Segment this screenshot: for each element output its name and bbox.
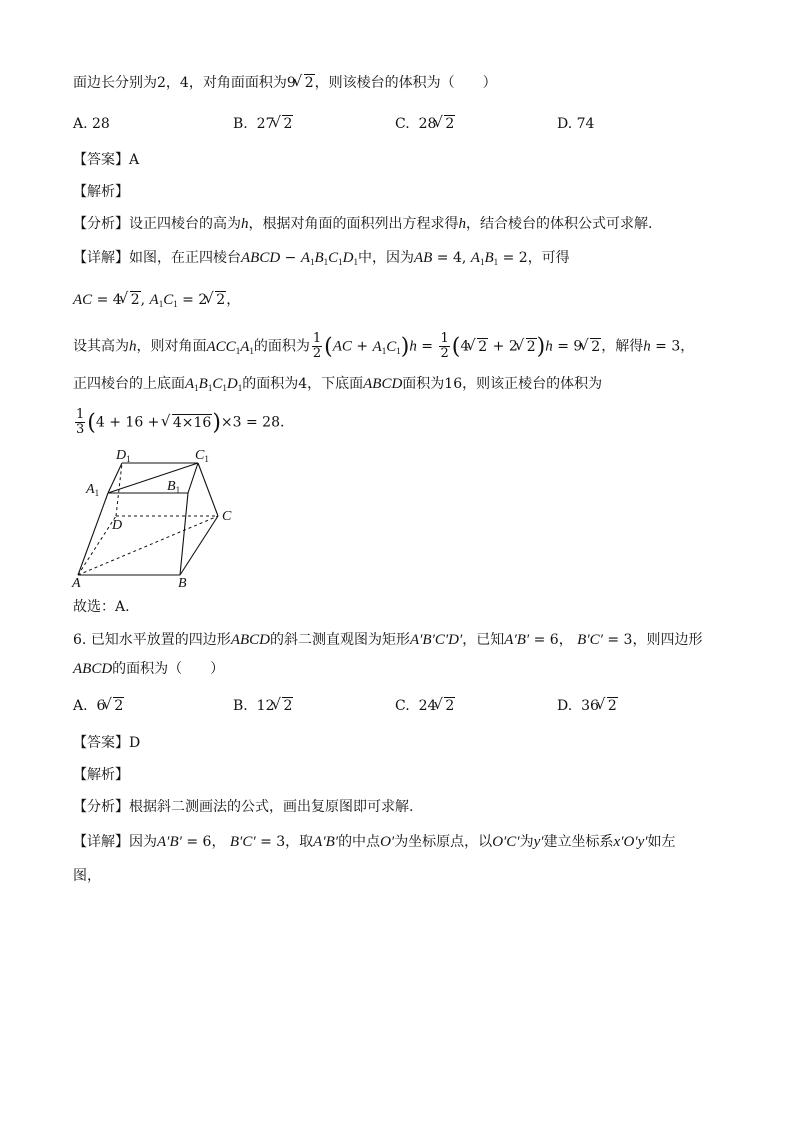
sqrt-2: √ 2	[297, 73, 315, 93]
option-key: B.	[233, 698, 248, 714]
fraction-half: $\frac{1}{2}$	[312, 331, 322, 361]
answer-value: A	[129, 152, 140, 168]
fenxi-text: ，根据对角面的面积列出方程求得	[248, 216, 459, 232]
option-coef: 27	[256, 116, 275, 132]
question-number: 6.	[73, 632, 87, 648]
option-coef: 36	[581, 698, 599, 714]
sqrt-2: √ 2	[275, 114, 293, 134]
option-coef: 12	[256, 698, 275, 714]
answer-tag: 【答案】	[73, 735, 129, 751]
text: 的面积为	[253, 338, 310, 355]
q6-answer	[73, 733, 140, 753]
text: 面积为	[402, 376, 445, 392]
option-coef: 6	[96, 698, 106, 714]
q5-detail: 【详解】如图，在正四棱台ABCD − $A_1B_1C_1D_1$中，因为AB = 4, $A_1B_1 = 2$，可得	[73, 250, 570, 267]
q5-fenxi: 【分析】设正四棱台的高为h，根据对角面的面积列出方程求得h，结合棱台的体积公式可求解.	[73, 216, 653, 232]
sqrt-2: √ 2	[437, 114, 455, 134]
answer-tag: 【答案】	[73, 152, 129, 168]
text: 的中点	[338, 834, 381, 850]
label-A: A	[72, 576, 81, 590]
option-coef: 24	[418, 698, 437, 714]
q6-detail-line2: 图，	[73, 868, 101, 884]
fenxi-tag: 【分析】	[73, 216, 129, 232]
option-coef: 28	[418, 116, 437, 132]
option-value: 28	[92, 116, 110, 132]
q5-stem-line	[73, 73, 497, 93]
text: ，则四边形	[632, 632, 703, 648]
fenxi-text: 设正四棱台的高为	[129, 216, 241, 232]
q5-stem-nums: 2，4	[157, 75, 189, 91]
q5-option-d[interactable]	[557, 114, 594, 134]
fraction-half: $\frac{1}{2}$	[440, 331, 449, 361]
text: 的斜二测直观图为矩形	[269, 632, 410, 648]
q5-analysis-tag: 【解析】	[73, 184, 129, 200]
sqrt-2: √ 2	[106, 696, 124, 716]
volume-result: ×3 = 28.	[220, 414, 285, 431]
text: 正四棱台的上底面	[73, 376, 185, 392]
q6-stem-line1: 6. 已知水平放置的四边形ABCD的斜二测直观图为矩形A′B′C′D′，已知A′B′ = 6， B′C′ = 3，则四边形	[73, 632, 703, 648]
q6-option-b[interactable]	[233, 696, 293, 716]
text: ，则该正棱台的体积为	[462, 376, 603, 392]
option-key: A.	[73, 116, 88, 132]
text: 如左	[647, 834, 676, 850]
fenxi-tag: 【分析】	[73, 799, 129, 815]
text: 的面积为（ ）	[112, 661, 225, 677]
option-key: B.	[233, 116, 248, 132]
option-key: C.	[395, 698, 410, 714]
q5-stem-c: ，则该棱台的体积为（ ）	[314, 75, 497, 91]
sqrt-2: √ 2	[123, 290, 141, 310]
q5-area-coef: 9	[286, 75, 296, 91]
label-D: D	[112, 518, 123, 533]
text: 的面积为	[242, 376, 299, 392]
option-key: D.	[557, 116, 573, 132]
q5-option-c[interactable]	[395, 114, 455, 134]
punct: ，	[226, 292, 241, 308]
option-key: A.	[73, 698, 88, 714]
label-A1: $A_1$	[86, 482, 100, 498]
option-value: 74	[576, 116, 595, 132]
q6-option-d[interactable]	[557, 696, 618, 716]
q5-choose: 故选：A.	[73, 599, 130, 615]
q6-option-a[interactable]	[73, 696, 124, 716]
bottom-area: 16	[444, 376, 463, 392]
q5-option-a[interactable]	[73, 114, 110, 134]
label-B: B	[178, 576, 187, 590]
q6-option-c[interactable]	[395, 696, 455, 716]
q6-fenxi	[73, 797, 413, 817]
sqrt-2: √ 2	[600, 696, 618, 716]
q5-height-line: 设其高为h，则对角面$ACC_1A_1$的面积为 $\frac{1}{2}$ $(AC + A_1C_1)h$ = $\frac{1}{2}$ (4√ 2 + 2√ 2)h = 9√ 2，解得h = 3，	[73, 332, 694, 361]
text: 已知水平放置的四边形	[90, 632, 231, 648]
text: ，已知	[462, 632, 505, 648]
label-B1: $B_1$	[167, 479, 181, 495]
fenxi-text: 根据斜二测画法的公式，画出复原图即可求解.	[129, 799, 414, 815]
q5-stem-b: ，对角面面积为	[188, 75, 287, 91]
text: 为	[519, 834, 534, 850]
punct: ，	[558, 632, 573, 648]
text: ，取	[285, 834, 314, 850]
q5-answer	[73, 150, 139, 170]
sqrt-2: √ 2	[275, 696, 293, 716]
q5-volume-line: $\frac{1}{3}$ (4 + 16 + √ 4×16)×3 = 28.	[73, 408, 284, 437]
frustum-figure	[70, 445, 240, 590]
q5-option-b[interactable]	[233, 114, 293, 134]
top-area: 4	[298, 376, 308, 392]
fenxi-text: ，结合棱台的体积公式可求解.	[466, 216, 653, 232]
label-C1: $C_1$	[195, 448, 209, 464]
text: ，下底面	[307, 376, 364, 392]
q5-stem-a: 面边长分别为	[73, 75, 157, 91]
fraction-third: $\frac{1}{3}$	[76, 407, 85, 437]
answer-value: D	[129, 735, 141, 751]
punct: ，	[680, 338, 695, 355]
text: 建立坐标系	[543, 834, 614, 850]
text: 因为	[129, 834, 157, 850]
q6-stem-line2: ABCD的面积为（ ）	[73, 661, 225, 677]
punct: ，	[211, 834, 226, 850]
text: 设其高为	[73, 338, 129, 355]
label-C: C	[222, 509, 232, 524]
sqrt-2: √ 2	[208, 290, 226, 310]
detail-text: 中，因为	[358, 250, 415, 266]
detail-text: 如图，在正四棱台	[129, 250, 241, 266]
q5-area-line: 正四棱台的上底面$A_1B_1C_1D_1$的面积为4，下底面ABCD面积为16，则该正棱台的体积为	[73, 376, 603, 393]
text: 为坐标原点，以	[394, 834, 493, 850]
q6-analysis-tag: 【解析】	[73, 767, 129, 783]
detail-tag: 【详解】	[73, 250, 129, 266]
detail-tag: 【详解】	[73, 834, 129, 850]
option-key: D.	[557, 698, 573, 714]
text: ，解得	[601, 338, 644, 355]
q5-ac-line: AC = 4√ 2, $A_1C_1 = 2√$ 2，	[73, 290, 240, 314]
text: ，则对角面	[136, 338, 207, 355]
label-D1: $D_1$	[116, 448, 131, 464]
detail-text: ，可得	[527, 250, 570, 266]
option-key: C.	[395, 116, 410, 132]
sqrt-2: √ 2	[437, 696, 455, 716]
q6-detail-line1: 【详解】因为A′B′ = 6， B′C′ = 3，取A′B′的中点O′为坐标原点，以O′C′为y′建立坐标系x′O′y′如左	[73, 834, 676, 850]
